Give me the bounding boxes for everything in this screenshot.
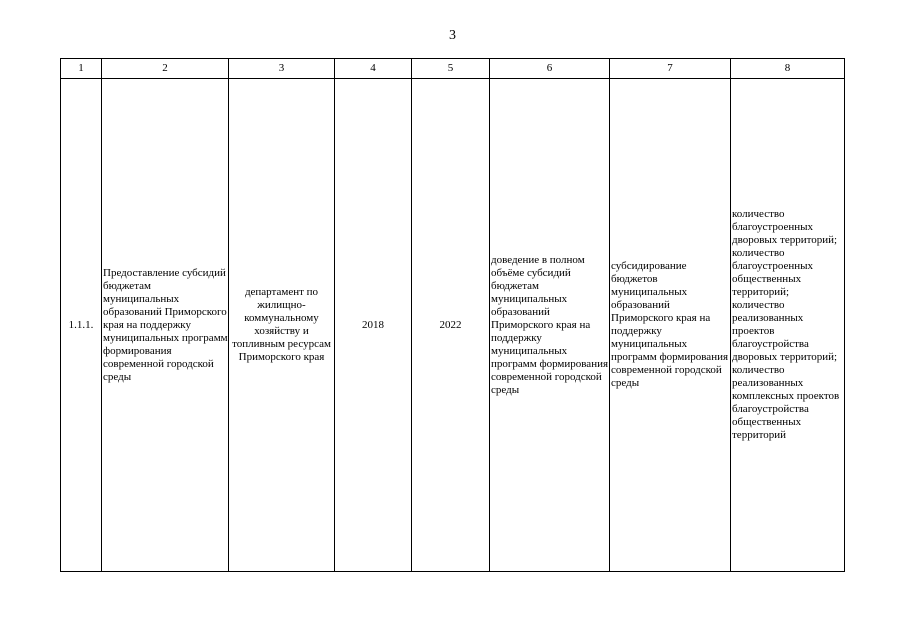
row-number-cell: 1.1.1. (61, 79, 102, 572)
executor-text: департамент по жилищно-коммунальному хозяйству и топливным ресурсам Приморского края (232, 286, 331, 363)
column-header-2: 2 (102, 59, 229, 79)
column-header-7: 7 (610, 59, 731, 79)
table-row (61, 79, 845, 572)
page-number: 3 (449, 28, 456, 43)
expected-result-text: доведение в полном объёме субсидий бюджетам муниципальных образований Приморского края на поддержку муниципальных программ формирования современной городской среды (491, 253, 609, 396)
executor-cell (229, 79, 335, 572)
end-year-cell: 2022 (412, 79, 490, 572)
column-header-3: 3 (229, 59, 335, 79)
indicators-text: количество благоустроенных дворовых территорий; количество благоустроенных общественных территорий; количество реализованных проектов благоустройства дворовых территорий; количество реализованных комплексных проектов благоустройства общественных территорий (732, 208, 840, 441)
measure-cell (102, 79, 229, 572)
column-header-4: 4 (335, 59, 412, 79)
column-header-6: 6 (490, 59, 610, 79)
main-directions-cell (610, 79, 731, 572)
column-header-8: 8 (731, 59, 845, 79)
indicators-cell (731, 79, 845, 572)
expected-result-cell (490, 79, 610, 572)
start-year-cell: 2018 (335, 79, 412, 572)
measure-text: Предоставление субсидий бюджетам муниципальных образований Приморского края на поддержку муниципальных программ формирования современной городской среды (103, 266, 228, 383)
column-header-1: 1 (61, 59, 102, 79)
column-header-5: 5 (412, 59, 490, 79)
column-number-row (61, 59, 845, 79)
measures-table (60, 58, 845, 572)
main-directions-text: субсидирование бюджетов муниципальных образований Приморского края на поддержку муниципальных программ формирования современной городской среды (611, 260, 729, 389)
